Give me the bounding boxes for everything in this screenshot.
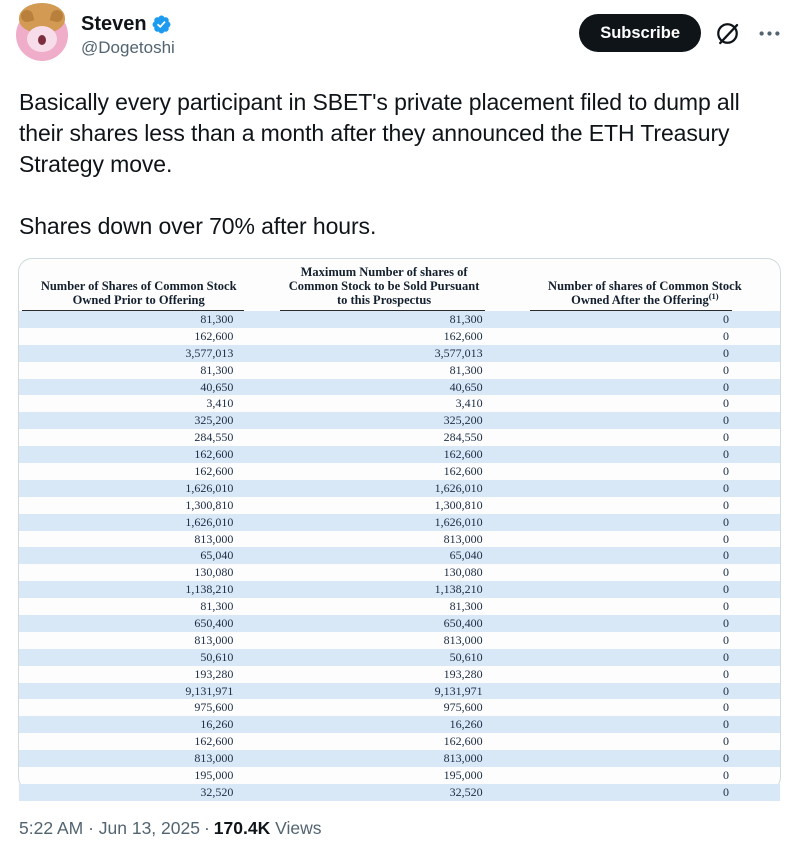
table-row	[19, 480, 780, 497]
table-cell: 0	[722, 497, 729, 512]
table-cell: 3,410	[206, 396, 234, 411]
table-cell: 162,600	[194, 734, 234, 749]
table-cell: 650,400	[194, 616, 234, 631]
table-cell: 40,650	[200, 379, 234, 394]
table-cell: 0	[722, 548, 729, 563]
table-cell: 325,200	[194, 413, 234, 428]
table-cell: 81,300	[200, 362, 234, 377]
table-row	[19, 429, 780, 446]
table-cell: 81,300	[200, 599, 234, 614]
table-cell: 81,300	[449, 312, 483, 326]
table-cell: 0	[722, 734, 729, 749]
table-cell: 130,080	[443, 565, 483, 580]
tweet-image-table[interactable]	[18, 258, 781, 799]
table-cell: 130,080	[194, 565, 234, 580]
table-cell: 0	[722, 447, 729, 462]
table-cell: 813,000	[194, 751, 234, 766]
table-cell: 0	[722, 683, 729, 698]
table-cell: 3,410	[455, 396, 483, 411]
subscribe-button[interactable]: Subscribe	[579, 14, 701, 52]
table-row	[19, 598, 780, 615]
table-cell: 81,300	[200, 312, 234, 326]
display-name[interactable]: Steven	[81, 13, 147, 35]
table-cell: 162,600	[443, 328, 483, 343]
table-cell: 1,300,810	[434, 497, 483, 512]
verified-badge-icon	[151, 14, 172, 35]
table-cell: 195,000	[443, 768, 483, 783]
table-cell: 0	[722, 616, 729, 631]
table-cell: 65,040	[449, 548, 483, 563]
table-cell: 0	[722, 514, 729, 529]
table-cell: 1,138,210	[434, 582, 483, 597]
table-cell: 0	[722, 362, 729, 377]
table-cell: 975,600	[194, 700, 234, 715]
table-row	[19, 362, 780, 379]
table-row	[19, 446, 780, 463]
table-cell: 0	[722, 328, 729, 343]
table-row	[19, 412, 780, 429]
table-cell: 1,626,010	[434, 514, 483, 529]
views-label: Views	[275, 818, 322, 838]
user-block	[81, 9, 579, 59]
table-row	[19, 395, 780, 412]
table-cell: 195,000	[194, 768, 234, 783]
table-cell: 0	[722, 700, 729, 715]
table-cell: 975,600	[443, 700, 483, 715]
table-row	[19, 750, 780, 767]
table-row	[19, 632, 780, 649]
table-cell: 0	[722, 531, 729, 546]
grok-icon	[714, 20, 741, 47]
more-button[interactable]	[754, 18, 785, 49]
tweet-header	[16, 9, 785, 65]
table-row	[19, 514, 780, 531]
table-cell: 0	[722, 480, 729, 495]
grok-button[interactable]	[712, 18, 743, 49]
table-cell: 813,000	[443, 751, 483, 766]
table-row	[19, 345, 780, 362]
table-row	[19, 497, 780, 514]
table-row	[19, 716, 780, 733]
table-cell: 1,300,810	[185, 497, 234, 512]
table-row	[19, 531, 780, 548]
table-cell: 9,131,971	[185, 683, 234, 698]
table-cell: 65,040	[200, 548, 234, 563]
column-header: Maximum Number of shares of Common Stock to be Sold Pursuant to this Prospectus	[258, 265, 509, 311]
table-cell: 0	[722, 312, 729, 326]
table-cell: 0	[722, 768, 729, 783]
tweet-text	[19, 87, 778, 242]
table-cell: 284,550	[194, 430, 234, 445]
table-cell: 0	[722, 784, 729, 799]
table-row	[19, 581, 780, 598]
table-body	[19, 311, 780, 801]
table-cell: 813,000	[443, 531, 483, 546]
table-row	[19, 699, 780, 716]
table-cell: 0	[722, 649, 729, 664]
user-handle[interactable]: @Dogetoshi	[81, 38, 175, 57]
table-row	[19, 379, 780, 396]
table-cell: 162,600	[194, 447, 234, 462]
table-cell: 32,520	[200, 784, 234, 799]
table-cell: 0	[722, 430, 729, 445]
table-cell: 162,600	[194, 464, 234, 479]
table-cell: 0	[722, 717, 729, 732]
table-cell: 0	[722, 632, 729, 647]
table-row	[19, 784, 780, 801]
table-cell: 1,626,010	[185, 514, 234, 529]
table-cell: 0	[722, 666, 729, 681]
tweet-meta	[19, 817, 321, 839]
table-cell: 0	[722, 464, 729, 479]
tweet-paragraph: Basically every participant in SBET's private placement filed to dump all their shares less than a month after they announced the ETH Treasury Strategy move.	[19, 89, 740, 177]
table-cell: 162,600	[443, 734, 483, 749]
table-cell: 0	[722, 582, 729, 597]
table-cell: 32,520	[449, 784, 483, 799]
table-cell: 162,600	[443, 447, 483, 462]
table-cell: 0	[722, 396, 729, 411]
table-row	[19, 311, 780, 328]
table-cell: 16,260	[449, 717, 483, 732]
table-row	[19, 683, 780, 700]
table-cell: 50,610	[200, 649, 234, 664]
column-header: Number of Shares of Common Stock Owned Prior to Offering	[19, 279, 258, 311]
avatar[interactable]	[16, 9, 68, 61]
avatar-mouth-art	[38, 35, 46, 45]
table-cell: 81,300	[449, 599, 483, 614]
table-cell: 813,000	[194, 531, 234, 546]
table-cell: 9,131,971	[434, 683, 483, 698]
table-row	[19, 649, 780, 666]
table-cell: 0	[722, 565, 729, 580]
table-row	[19, 547, 780, 564]
table-row	[19, 733, 780, 750]
table-cell: 162,600	[194, 328, 234, 343]
table-cell: 0	[722, 751, 729, 766]
table-cell: 81,300	[449, 362, 483, 377]
table-cell: 3,577,013	[185, 345, 234, 360]
table-cell: 325,200	[443, 413, 483, 428]
table-row	[19, 564, 780, 581]
table-cell: 284,550	[443, 430, 483, 445]
table-cell: 0	[722, 413, 729, 428]
table-cell: 1,626,010	[185, 480, 234, 495]
table-cell: 0	[722, 345, 729, 360]
table-row	[19, 666, 780, 683]
header-actions	[579, 9, 785, 52]
table-cell: 1,626,010	[434, 480, 483, 495]
table-cell: 40,650	[449, 379, 483, 394]
table-cell: 16,260	[200, 717, 234, 732]
views-count: 170.4K	[213, 818, 271, 838]
table-cell: 0	[722, 599, 729, 614]
table-cell: 50,610	[449, 649, 483, 664]
table-cell: 193,280	[443, 666, 483, 681]
table-cell: 193,280	[194, 666, 234, 681]
more-menu-icon	[756, 20, 783, 47]
table-cell: 3,577,013	[434, 345, 483, 360]
table-cell: 650,400	[443, 616, 483, 631]
table-cell: 162,600	[443, 464, 483, 479]
tweet-paragraph: Shares down over 70% after hours.	[19, 213, 377, 239]
meta-separator: ·	[203, 818, 210, 838]
column-header: Number of shares of Common Stock Owned After the Offering$^{(1)}$	[510, 279, 780, 311]
table-header-row	[19, 259, 780, 311]
table-cell: 0	[722, 379, 729, 394]
table-row	[19, 767, 780, 784]
table-row	[19, 463, 780, 480]
table-row	[19, 328, 780, 345]
table-cell: 813,000	[443, 632, 483, 647]
table-row	[19, 615, 780, 632]
table-cell: 813,000	[194, 632, 234, 647]
timestamp: 5:22 AM · Jun 13, 2025	[19, 818, 200, 838]
table-cell: 1,138,210	[185, 582, 234, 597]
